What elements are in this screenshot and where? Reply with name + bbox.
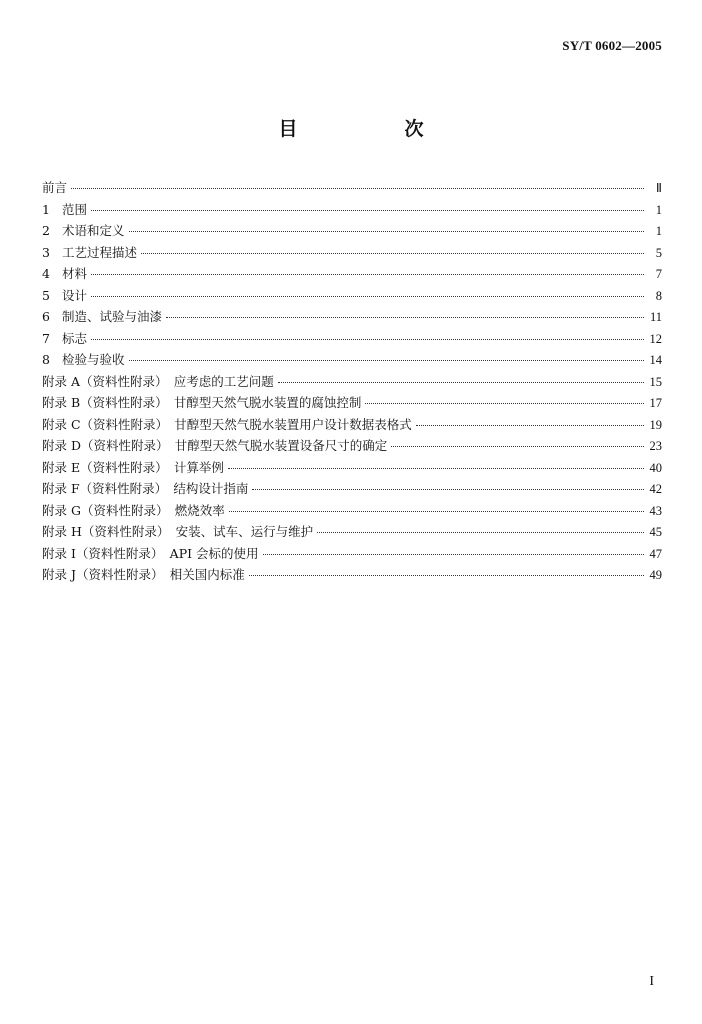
- toc-entry-page: 42: [649, 482, 662, 496]
- toc-entry-label: 材料: [62, 266, 88, 281]
- toc-entry[interactable]: [42, 329, 662, 351]
- toc-entry[interactable]: [42, 372, 662, 394]
- toc-dot-leader: [252, 489, 644, 490]
- toc-entry[interactable]: [42, 200, 662, 222]
- toc-entry[interactable]: [42, 178, 662, 200]
- toc-entry-page: Ⅱ: [655, 181, 662, 195]
- toc-entry-number: 3: [42, 244, 50, 260]
- toc-entry-page: 47: [649, 546, 662, 561]
- toc-dot-leader: [416, 425, 644, 426]
- toc-entry-label: 前言: [42, 180, 68, 195]
- toc-entry-number: 5: [42, 287, 50, 303]
- toc-entry-page: 23: [649, 439, 662, 453]
- toc-entry-label: 检验与验收: [62, 352, 125, 367]
- toc-entry-page: 45: [649, 525, 662, 539]
- toc-entry-page: 40: [649, 460, 662, 475]
- toc-entry[interactable]: [42, 350, 662, 372]
- toc-dot-leader: [91, 210, 644, 211]
- toc-entry-label: 附录 E（资料性附录） 计算举例: [42, 459, 224, 475]
- toc-entry[interactable]: [42, 565, 662, 587]
- toc-entry-label: 附录 F（资料性附录） 结构设计指南: [42, 481, 249, 496]
- toc-entry-page: 17: [649, 396, 662, 410]
- toc-entry-page: 1: [655, 224, 662, 238]
- table-of-contents: [42, 178, 662, 587]
- toc-dot-leader: [229, 511, 644, 512]
- toc-entry[interactable]: [42, 221, 662, 243]
- toc-entry[interactable]: [42, 264, 662, 286]
- toc-entry-label: 附录 H（资料性附录） 安装、试车、运行与维护: [42, 524, 314, 539]
- toc-entry-label: 附录 A（资料性附录） 应考虑的工艺问题: [42, 373, 274, 389]
- toc-entry-label: 工艺过程描述: [62, 244, 138, 260]
- toc-entry-number: 8: [42, 352, 50, 367]
- toc-entry[interactable]: [42, 307, 662, 329]
- toc-entry[interactable]: [42, 415, 662, 437]
- toc-entry-page: 12: [649, 331, 662, 346]
- toc-entry-label: 制造、试验与油漆: [62, 309, 163, 324]
- toc-entry-page: 11: [649, 310, 662, 324]
- toc-entry-page: 5: [655, 245, 662, 260]
- page-title: 目 次: [278, 118, 468, 140]
- standard-code: SY/T 0602—2005: [562, 38, 662, 53]
- toc-entry[interactable]: [42, 501, 662, 523]
- toc-entry-label: 标志: [62, 330, 88, 346]
- toc-entry[interactable]: [42, 393, 662, 415]
- toc-entry-label: 附录 G（资料性附录） 燃烧效率: [42, 502, 225, 518]
- toc-dot-leader: [91, 339, 644, 340]
- toc-entry[interactable]: [42, 479, 662, 501]
- toc-dot-leader: [91, 296, 644, 297]
- toc-dot-leader: [391, 446, 644, 447]
- toc-entry-page: 15: [649, 374, 662, 389]
- toc-entry-label: 附录 B（资料性附录） 甘醇型天然气脱水装置的腐蚀控制: [42, 395, 362, 410]
- toc-entry[interactable]: [42, 458, 662, 480]
- toc-entry-number: 7: [42, 330, 50, 346]
- toc-entry-page: 43: [649, 503, 662, 518]
- toc-entry-page: 14: [649, 353, 662, 367]
- toc-entry-label: 附录 I（资料性附录） API 会标的使用: [42, 545, 259, 561]
- toc-dot-leader: [141, 253, 644, 254]
- toc-entry-number: 4: [42, 266, 50, 281]
- toc-entry[interactable]: [42, 522, 662, 544]
- toc-dot-leader: [278, 382, 644, 383]
- toc-dot-leader: [71, 188, 644, 189]
- toc-dot-leader: [365, 403, 644, 404]
- toc-dot-leader: [317, 532, 644, 533]
- toc-entry-page: 49: [649, 568, 662, 582]
- toc-entry[interactable]: [42, 286, 662, 308]
- toc-entry-page: 1: [655, 202, 662, 217]
- toc-entry[interactable]: [42, 243, 662, 265]
- toc-entry-label: 范围: [62, 201, 88, 217]
- toc-entry-label: 附录 D（资料性附录） 甘醇型天然气脱水装置设备尺寸的确定: [42, 438, 388, 453]
- toc-entry-label: 设计: [62, 287, 88, 303]
- toc-entry-page: 7: [655, 267, 662, 281]
- toc-entry-number: 1: [42, 201, 50, 217]
- toc-entry-label: 附录 J（资料性附录） 相关国内标准: [42, 567, 245, 582]
- toc-dot-leader: [166, 317, 644, 318]
- toc-dot-leader: [129, 231, 644, 232]
- page-number: I: [649, 974, 654, 989]
- toc-dot-leader: [249, 575, 644, 576]
- toc-dot-leader: [228, 468, 644, 469]
- toc-entry-page: 8: [655, 288, 662, 303]
- toc-entry-page: 19: [649, 417, 662, 432]
- toc-entry-label: 附录 C（资料性附录） 甘醇型天然气脱水装置用户设计数据表格式: [42, 416, 412, 432]
- toc-dot-leader: [129, 360, 644, 361]
- toc-dot-leader: [91, 274, 644, 275]
- toc-entry[interactable]: [42, 544, 662, 566]
- toc-entry-number: 6: [42, 309, 50, 324]
- toc-entry[interactable]: [42, 436, 662, 458]
- toc-entry-number: 2: [42, 223, 50, 238]
- toc-dot-leader: [263, 554, 644, 555]
- toc-entry-label: 术语和定义: [62, 223, 125, 238]
